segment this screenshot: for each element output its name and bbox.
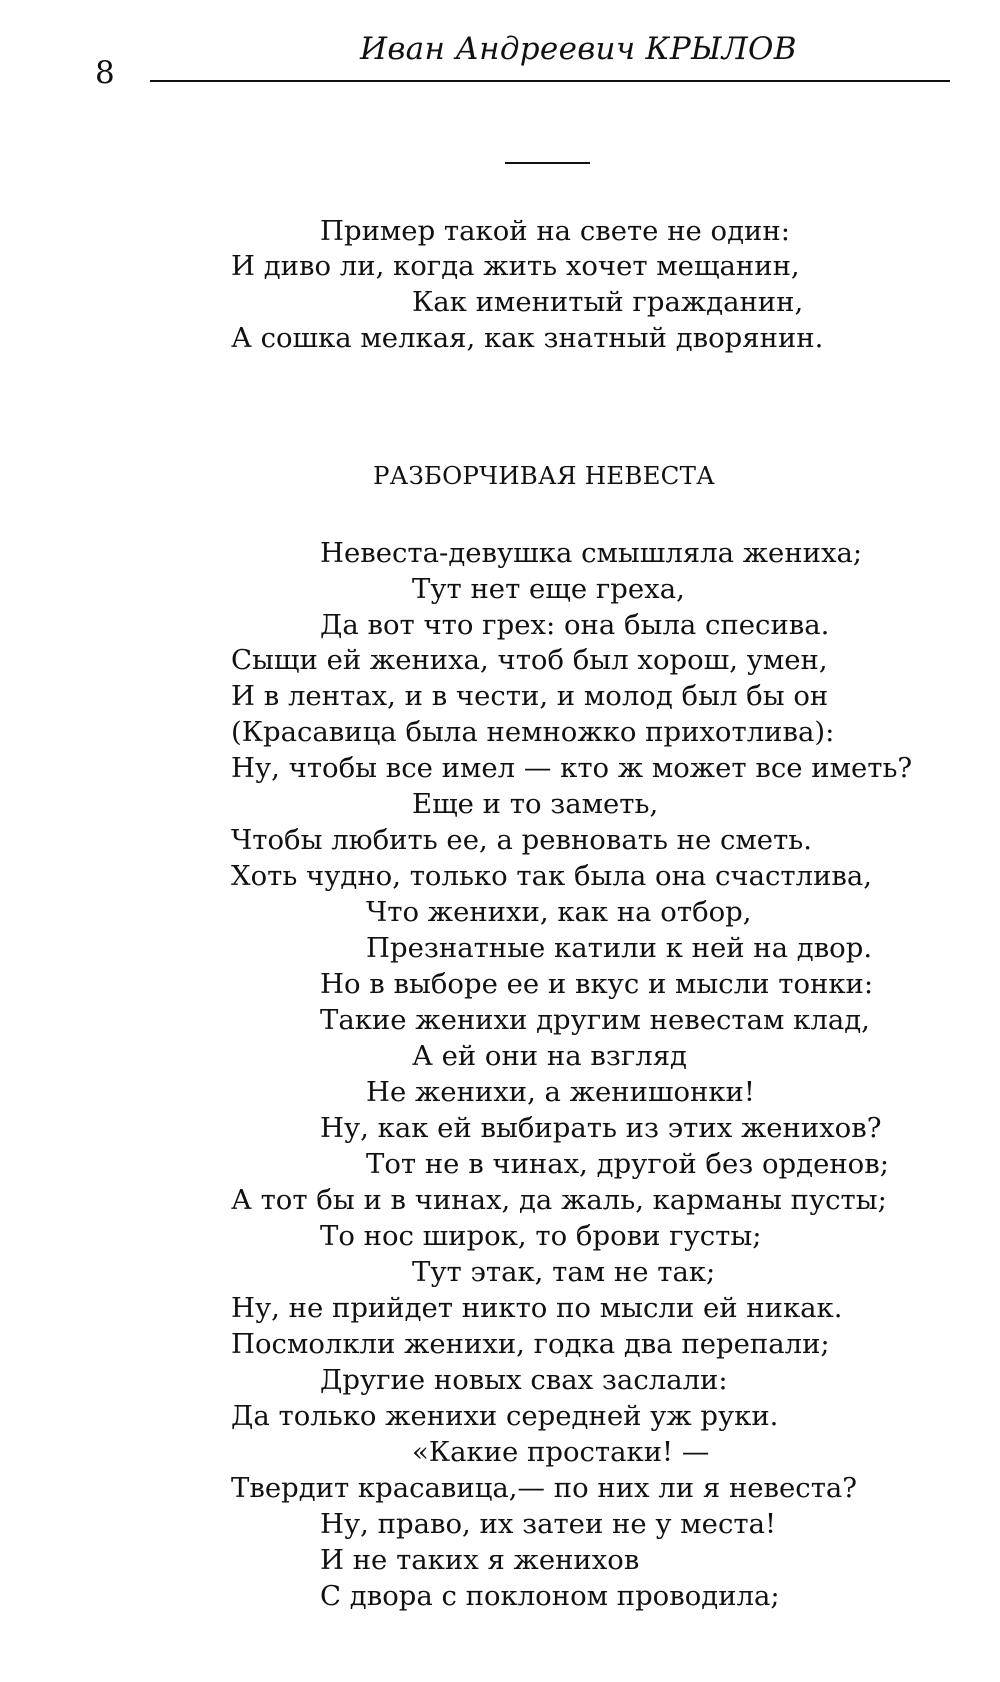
header-rule [150, 80, 950, 82]
verse-line: И в лентах, и в чести, и молод был бы он [231, 680, 829, 712]
verse-line: Презнатные катили к ней на двор. [366, 932, 873, 964]
verse-line: Еще и то заметь, [412, 788, 659, 820]
verse-line: Да вот что грех: она была спесива. [320, 609, 830, 641]
verse-line: С двора с поклоном проводила; [320, 1580, 780, 1612]
verse-line: То нос широк, то брови густы; [320, 1220, 762, 1252]
verse-line: А сошка мелкая, как знатный дворянин. [231, 322, 824, 354]
page-number: 8 [95, 55, 115, 91]
verse-line: А ей они на взгляд [412, 1040, 687, 1072]
verse-line: Посмолкли женихи, годка два перепали; [231, 1328, 830, 1360]
running-head: Иван Андреевич КРЫЛОВ [360, 31, 797, 67]
verse-line: Не женихи, а женишонки! [366, 1076, 755, 1108]
verse-line: Тот не в чинах, другой без орденов; [366, 1148, 889, 1180]
verse-line: Хоть чудно, только так была она счастлива, [231, 860, 873, 892]
verse-line: Невеста-девушка смышляла жениха; [320, 537, 863, 569]
verse-line: И диво ли, когда жить хочет мещанин, [231, 250, 800, 282]
verse-line: (Красавица была немножко прихотлива): [231, 716, 835, 748]
verse-line: Ну, чтобы все имел — кто ж может все иметь? [231, 752, 913, 784]
verse-line: Что женихи, как на отбор, [366, 896, 752, 928]
verse-line: Чтобы любить ее, а ревновать не сметь. [231, 824, 812, 856]
verse-line: Но в выборе ее и вкус и мысли тонки: [320, 968, 874, 1000]
poem-title: РАЗБОРЧИВАЯ НЕВЕСТА [373, 461, 715, 490]
verse-line: Тут нет еще греха, [412, 573, 685, 605]
verse-line: Ну, не прийдет никто по мысли ей никак. [231, 1292, 843, 1324]
verse-line: Такие женихи другим невестам клад, [320, 1004, 870, 1036]
section-divider [505, 162, 590, 164]
verse-line: «Какие простаки! — [412, 1436, 710, 1468]
verse-line: А тот бы и в чинах, да жаль, карманы пусты; [231, 1184, 887, 1216]
verse-line: Твердит красавица,— по них ли я невеста? [231, 1472, 858, 1504]
verse-line: И не таких я женихов [320, 1544, 640, 1576]
verse-line: Другие новых свах заслали: [320, 1364, 728, 1396]
verse-line: Тут этак, там не так; [412, 1256, 716, 1288]
verse-line: Сыщи ей жениха, чтоб был хорош, умен, [231, 644, 828, 676]
verse-line: Пример такой на свете не один: [320, 215, 790, 247]
verse-line: Ну, право, их затеи не у места! [320, 1508, 777, 1540]
verse-line: Да только женихи середней уж руки. [231, 1400, 779, 1432]
verse-line: Как именитый гражданин, [412, 286, 804, 318]
verse-line: Ну, как ей выбирать из этих женихов? [320, 1112, 882, 1144]
